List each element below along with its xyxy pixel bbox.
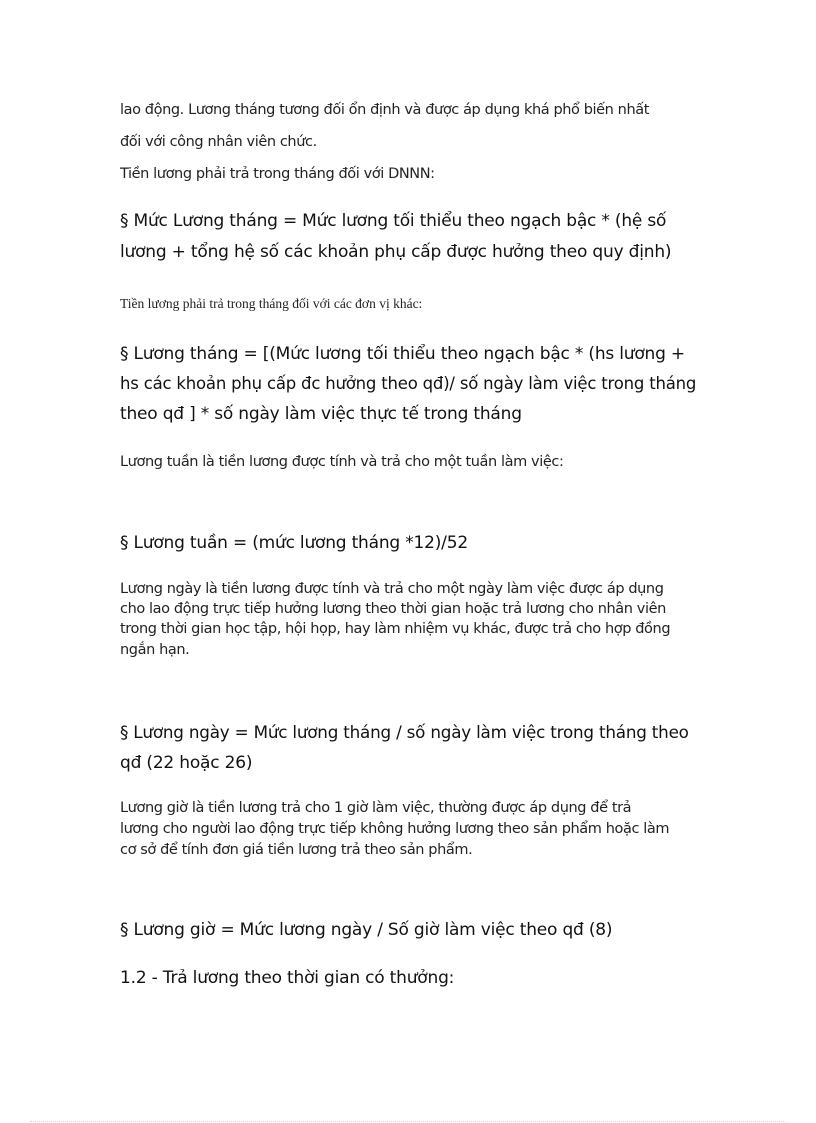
day-desc-line2: cho lao động trực tiếp hưởng lương theo thời gian hoặc trả lương cho nhân viên (120, 601, 666, 617)
formula-month-other-line1: § Lương tháng = [(Mức lương tối thiểu theo ngạch bậc * (hs lương + (120, 344, 685, 364)
hour-desc-line2: lương cho người lao động trực tiếp không hưởng lương theo sản phẩm hoặc làm (120, 821, 670, 837)
para1-line2: đối với công nhân viên chức. (120, 134, 317, 150)
hour-desc-line1: Lương giờ là tiền lương trả cho 1 giờ làm việc, thường được áp dụng để trả (120, 800, 632, 816)
para1-line1: lao động. Lương tháng tương đối ổn định và được áp dụng khá phổ biến nhất (120, 102, 650, 118)
hour-desc-line3: cơ sở để tính đơn giá tiền lương trả theo sản phẩm. (120, 842, 473, 858)
section-heading: 1.2 - Trả lương theo thời gian có thưởng: (120, 968, 455, 988)
day-desc-line4: ngắn hạn. (120, 642, 190, 658)
formula-month-other-line3: theo qđ ] * số ngày làm việc thực tế trong tháng (120, 404, 522, 424)
formula-day-line2: qđ (22 hoặc 26) (120, 753, 253, 773)
formula-month-dnnn-line1: § Mức Lương tháng = Mức lương tối thiểu theo ngạch bậc * (hệ số (120, 211, 667, 231)
intro-dnnn: Tiền lương phải trả trong tháng đối với DNNN: (120, 166, 435, 182)
formula-month-dnnn-line2: lương + tổng hệ số các khoản phụ cấp được hưởng theo quy định) (120, 242, 672, 262)
page-bottom-rule (30, 1121, 786, 1122)
day-desc-line3: trong thời gian học tập, hội họp, hay làm nhiệm vụ khác, được trả cho hợp đồng (120, 621, 671, 637)
formula-hour: § Lương giờ = Mức lương ngày / Số giờ làm việc theo qđ (8) (120, 920, 613, 940)
intro-other: Tiền lương phải trả trong tháng đối với các đơn vị khác: (120, 296, 423, 311)
formula-month-other-line2: hs các khoản phụ cấp đc hưởng theo qđ)/ số ngày làm việc trong tháng (120, 374, 697, 393)
day-desc-line1: Lương ngày là tiền lương được tính và trả cho một ngày làm việc được áp dụng (120, 581, 664, 597)
formula-day-line1: § Lương ngày = Mức lương tháng / số ngày làm việc trong tháng theo (120, 722, 689, 742)
week-desc: Lương tuần là tiền lương được tính và trả cho một tuần làm việc: (120, 454, 564, 470)
formula-week: § Lương tuần = (mức lương tháng *12)/52 (120, 533, 468, 553)
